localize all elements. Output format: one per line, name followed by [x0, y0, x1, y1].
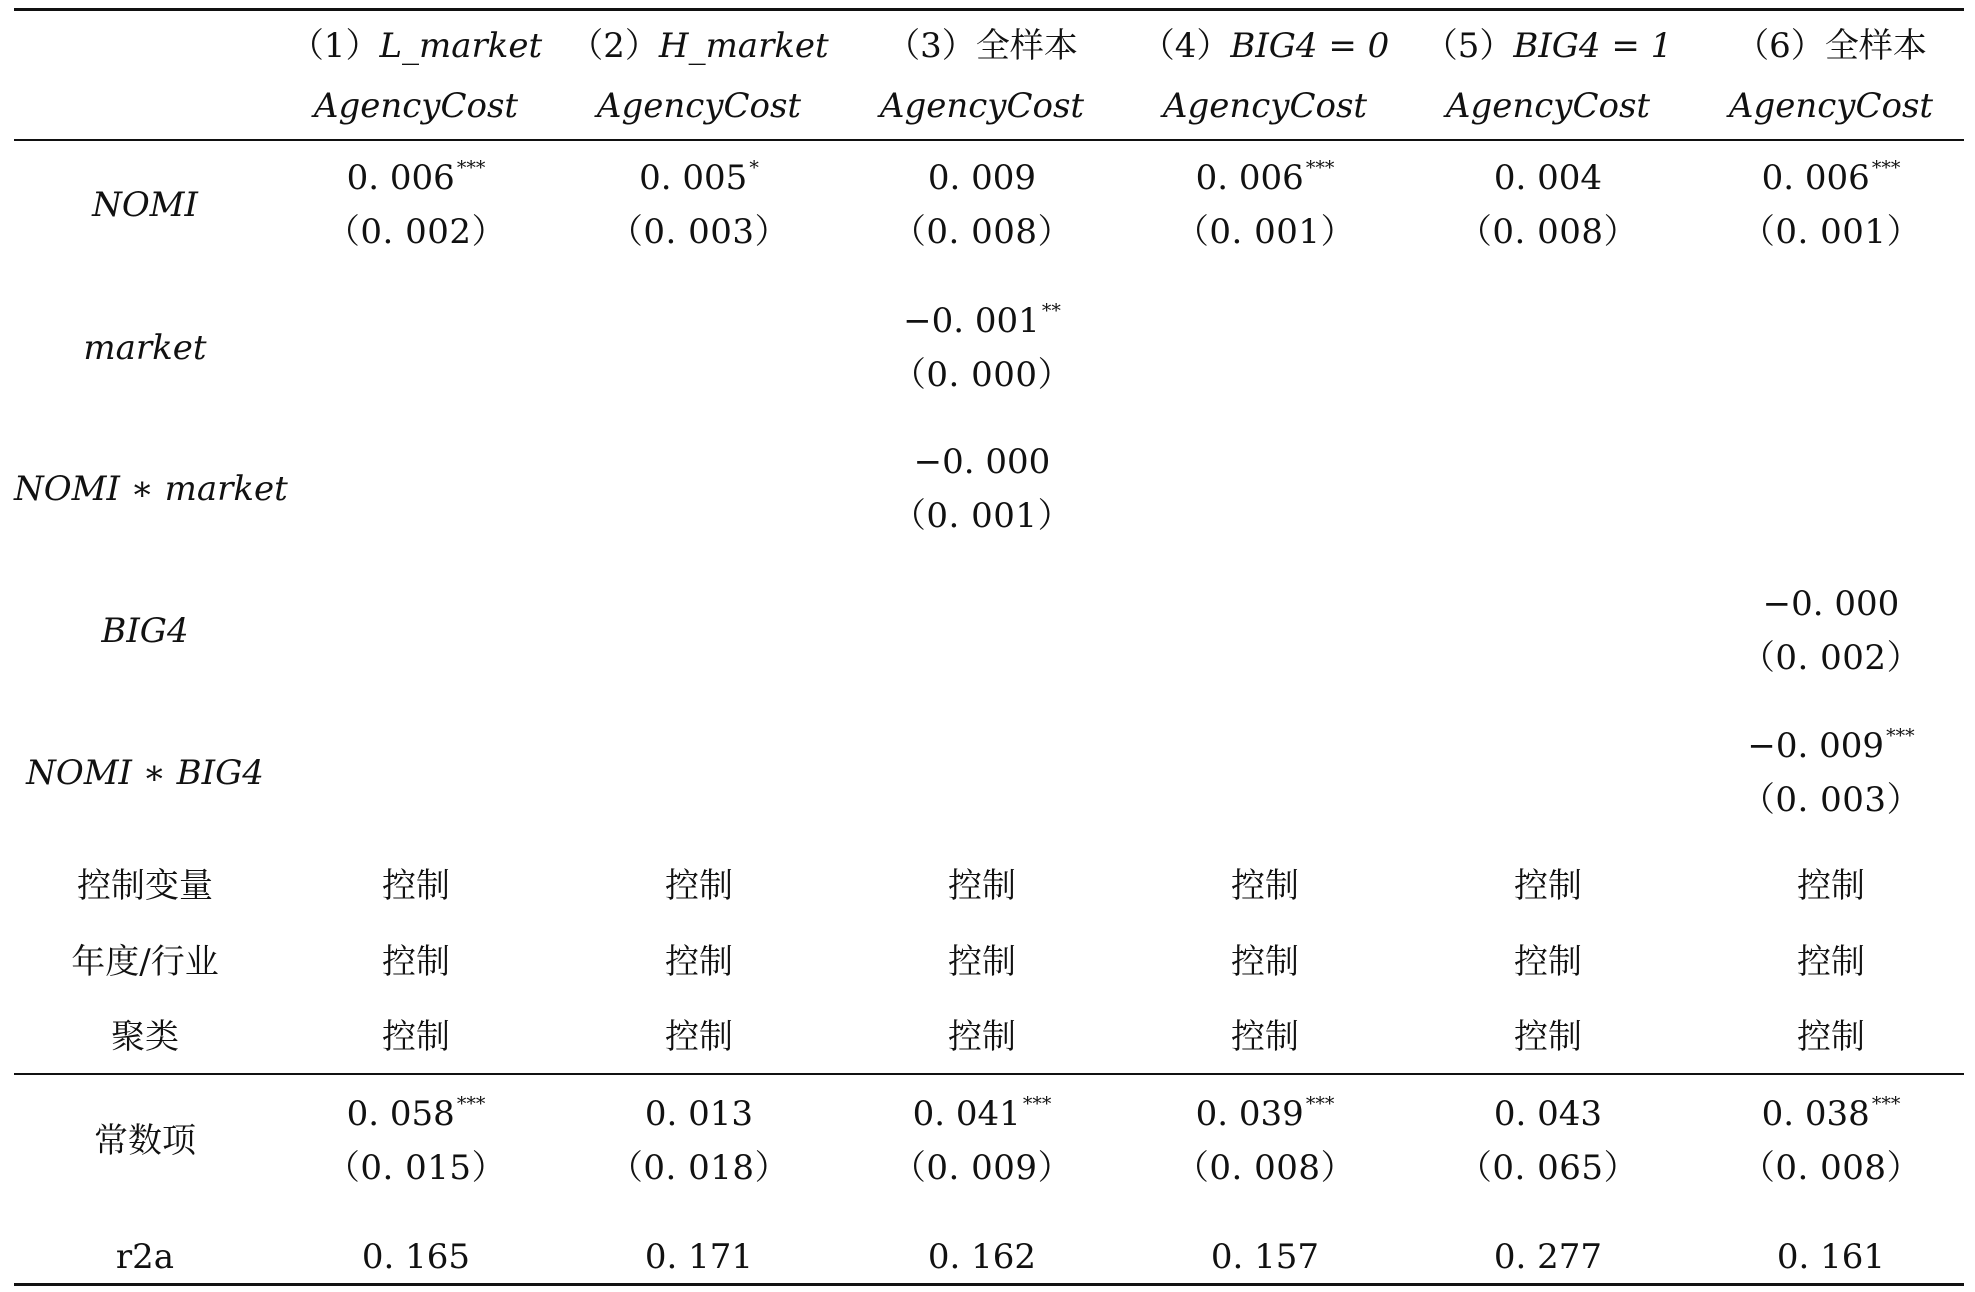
row-nomi-coefficient — [347, 158, 486, 198]
r2a-value: 0. 157 — [1210, 1237, 1320, 1277]
column-dependent-variable: AgencyCost — [879, 86, 1085, 126]
control-cell: 控制 — [1514, 1017, 1582, 1057]
r2a-value: 0. 161 — [1776, 1237, 1886, 1277]
row-big4-coefficient — [1763, 584, 1900, 624]
significance-stars: ** — [1041, 300, 1061, 322]
significance-stars: *** — [1305, 1093, 1335, 1115]
control-cell: 控制 — [1514, 942, 1582, 982]
row-constant-coefficient — [1494, 1094, 1602, 1134]
row-nomi-standard-error: （0. 003） — [608, 212, 790, 252]
column-spec: BIG4 = 0 — [1230, 26, 1390, 66]
control-cell: 控制 — [1797, 942, 1865, 982]
column-dependent-variable: AgencyCost — [1162, 86, 1368, 126]
row-constant-standard-error: （0. 009） — [891, 1148, 1073, 1188]
control-cell: 控制 — [948, 1017, 1016, 1057]
column-number: （6） — [1735, 26, 1825, 66]
control-cell: 控制 — [382, 866, 450, 906]
column-header-3 — [886, 26, 1078, 66]
row-constant-standard-error: （0. 008） — [1740, 1148, 1922, 1188]
control-cell: 控制 — [948, 942, 1016, 982]
significance-stars: *** — [1305, 157, 1335, 179]
row-constant-coefficient — [645, 1094, 753, 1134]
row-nomi-coefficient — [1762, 158, 1901, 198]
column-header-1 — [290, 26, 542, 66]
row-label: BIG4 — [101, 611, 189, 651]
control-cell: 控制 — [382, 942, 450, 982]
column-spec: L_market — [379, 26, 543, 66]
row-constant-standard-error: （0. 008） — [1174, 1148, 1356, 1188]
row-label: NOMI ∗ market — [14, 469, 288, 509]
column-number: （4） — [1140, 26, 1231, 66]
r2a-value: 0. 171 — [644, 1237, 754, 1277]
column-dependent-variable: AgencyCost — [1728, 86, 1934, 126]
row-constant-coefficient — [1762, 1094, 1901, 1134]
row-label: NOMI — [92, 185, 198, 225]
significance-stars: *** — [456, 1093, 486, 1115]
control-cell: 控制 — [1797, 1017, 1865, 1057]
coefficient-value: 0. 043 — [1493, 1094, 1603, 1134]
row-nomi-coefficient — [639, 158, 759, 198]
row-constant-coefficient — [1196, 1094, 1335, 1134]
column-spec: H_market — [658, 26, 829, 66]
row-label: NOMI ∗ BIG4 — [26, 753, 264, 793]
row-label: market — [83, 328, 207, 368]
significance-stars: *** — [456, 157, 486, 179]
row-constant-standard-error: （0. 015） — [325, 1148, 507, 1188]
coefficient-value: 0. 041 — [912, 1094, 1021, 1134]
row-nomi-big4-coefficient — [1747, 726, 1914, 766]
row-nomi-coefficient — [1196, 158, 1335, 198]
coefficient-value: 0. 005 — [639, 158, 748, 198]
header-bottom-rule — [14, 139, 1964, 141]
row-market-coefficient — [903, 301, 1061, 341]
coefficient-value: 0. 006 — [346, 158, 455, 198]
control-cell: 控制 — [1797, 866, 1865, 906]
coefficient-value: 0. 013 — [644, 1094, 754, 1134]
coefficient-value: 0. 006 — [1761, 158, 1870, 198]
coefficient-value: −0. 000 — [913, 442, 1051, 482]
control-row-label: 控制变量 — [77, 866, 213, 906]
r2a-value: 0. 162 — [927, 1237, 1037, 1277]
control-cell: 控制 — [665, 866, 733, 906]
r2a-value: 0. 165 — [361, 1237, 471, 1277]
coefficient-value: 0. 058 — [346, 1094, 455, 1134]
coefficient-value: 0. 006 — [1195, 158, 1304, 198]
row-market-standard-error: （0. 000） — [891, 355, 1073, 395]
control-row-label: 聚类 — [111, 1017, 179, 1057]
row-constant-standard-error: （0. 018） — [608, 1148, 790, 1188]
column-spec: 全样本 — [975, 26, 1078, 66]
column-header-2 — [569, 26, 828, 66]
column-dependent-variable: AgencyCost — [313, 86, 519, 126]
r2a-row-label: r2a — [115, 1237, 175, 1277]
coefficient-value: 0. 009 — [927, 158, 1037, 198]
row-nomi-standard-error: （0. 008） — [1457, 212, 1639, 252]
significance-stars: *** — [1022, 1093, 1052, 1115]
significance-stars: *** — [1886, 725, 1915, 747]
row-big4-standard-error: （0. 002） — [1740, 638, 1922, 678]
column-number: （1） — [289, 26, 380, 66]
column-number: （5） — [1423, 26, 1514, 66]
coefficient-value: −0. 001 — [903, 301, 1040, 341]
table-bottom-rule — [14, 1283, 1964, 1286]
control-cell: 控制 — [948, 866, 1016, 906]
row-nomi-coefficient — [928, 158, 1036, 198]
control-cell: 控制 — [1231, 866, 1299, 906]
row-nomi-standard-error: （0. 008） — [891, 212, 1073, 252]
row-nomi-big4-standard-error: （0. 003） — [1740, 780, 1922, 820]
row-nomi-standard-error: （0. 002） — [325, 212, 507, 252]
column-spec: 全样本 — [1824, 26, 1927, 66]
control-cell: 控制 — [382, 1017, 450, 1057]
column-dependent-variable: AgencyCost — [596, 86, 802, 126]
coefficient-value: 0. 039 — [1195, 1094, 1304, 1134]
control-cell: 控制 — [665, 1017, 733, 1057]
coefficient-value: −0. 009 — [1747, 726, 1885, 766]
row-constant-coefficient — [913, 1094, 1052, 1134]
control-cell: 控制 — [1514, 866, 1582, 906]
column-header-6 — [1735, 26, 1927, 66]
row-nomi-market-coefficient — [914, 442, 1051, 482]
row-constant-standard-error: （0. 065） — [1457, 1148, 1639, 1188]
significance-stars: *** — [1871, 157, 1901, 179]
column-dependent-variable: AgencyCost — [1445, 86, 1651, 126]
column-spec: BIG4 = 1 — [1513, 26, 1673, 66]
control-cell: 控制 — [665, 942, 733, 982]
row-nomi-standard-error: （0. 001） — [1174, 212, 1356, 252]
coefficient-value: −0. 000 — [1762, 584, 1900, 624]
control-cell: 控制 — [1231, 1017, 1299, 1057]
significance-stars: *** — [1871, 1093, 1901, 1115]
row-nomi-market-standard-error: （0. 001） — [891, 496, 1073, 536]
column-header-4 — [1141, 26, 1390, 66]
significance-stars: * — [749, 157, 759, 179]
column-number: （3） — [886, 26, 976, 66]
column-number: （2） — [569, 26, 659, 66]
coefficient-value: 0. 004 — [1493, 158, 1603, 198]
row-constant-coefficient — [347, 1094, 486, 1134]
row-nomi-coefficient — [1494, 158, 1602, 198]
coefficient-value: 0. 038 — [1761, 1094, 1870, 1134]
control-row-label: 年度/行业 — [71, 942, 219, 982]
r2a-value: 0. 277 — [1493, 1237, 1603, 1277]
controls-bottom-rule — [14, 1073, 1964, 1075]
control-cell: 控制 — [1231, 942, 1299, 982]
constant-row-label: 常数项 — [94, 1121, 196, 1161]
row-nomi-standard-error: （0. 001） — [1740, 212, 1922, 252]
column-header-5 — [1424, 26, 1673, 66]
table-top-rule — [14, 8, 1964, 11]
